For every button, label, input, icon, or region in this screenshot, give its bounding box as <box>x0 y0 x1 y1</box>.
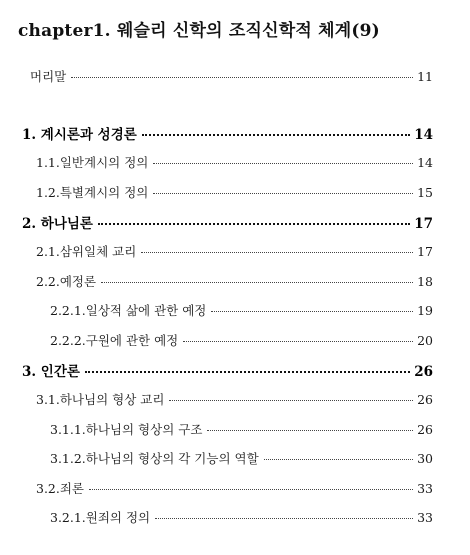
toc-entry-label: 1.1.일반계시의 정의 <box>36 155 149 170</box>
toc-entry-page: 19 <box>417 303 433 318</box>
toc-entry-label: 3.2.죄론 <box>36 481 85 496</box>
toc-entry-3-1-1[interactable] <box>0 420 433 438</box>
toc-entry-label: 1. 계시론과 성경론 <box>22 127 137 143</box>
toc-entry-page: 15 <box>417 185 433 200</box>
toc-entry-1-1[interactable] <box>0 153 433 171</box>
dot-leader <box>89 489 413 490</box>
toc-entry-2-2-2[interactable] <box>0 331 433 349</box>
toc-entry-label: 3.1.하나님의 형상 교리 <box>36 392 165 407</box>
toc-entry-page: 30 <box>417 451 433 466</box>
dot-leader <box>141 252 413 253</box>
toc-entry-2-2-1[interactable] <box>0 301 433 319</box>
toc-entry-page: 18 <box>417 274 433 289</box>
toc-entry-label: 머리말 <box>30 69 67 84</box>
dot-leader <box>169 400 413 401</box>
toc-entry-3-2-1[interactable] <box>0 508 433 526</box>
toc-entry-page: 26 <box>417 392 433 407</box>
toc-entry-3-1[interactable] <box>0 390 433 408</box>
toc-entry-page: 14 <box>414 127 433 143</box>
dot-leader <box>153 163 413 164</box>
dot-leader <box>98 223 410 225</box>
dot-leader <box>85 371 410 373</box>
dot-leader <box>142 134 410 136</box>
dot-leader <box>101 282 413 283</box>
toc-entry-label: 3.2.1.원죄의 정의 <box>50 510 151 525</box>
toc-entry-page: 33 <box>417 510 433 525</box>
toc-entry-chapter-3[interactable] <box>0 360 433 380</box>
dot-leader <box>211 311 413 312</box>
toc-entry-label: 2.2.2.구원에 관한 예정 <box>50 333 179 348</box>
dot-leader <box>155 518 413 519</box>
toc-entry-page: 20 <box>417 333 433 348</box>
toc-entry-3-2[interactable] <box>0 479 433 497</box>
toc-entry-chapter-1[interactable] <box>0 123 433 143</box>
toc-entry-label: 2. 하나님론 <box>22 216 93 232</box>
toc-entry-page: 33 <box>417 481 433 496</box>
dot-leader <box>207 430 413 431</box>
toc-entry-label: 3. 인간론 <box>22 364 80 380</box>
toc-entry-page: 17 <box>417 244 433 259</box>
toc-entry-preface[interactable] <box>0 67 433 85</box>
toc-entry-page: 14 <box>417 155 433 170</box>
toc-entry-label: 2.2.1.일상적 삶에 관한 예정 <box>50 303 207 318</box>
toc-entry-label: 3.1.1.하나님의 형상의 구조 <box>50 422 203 437</box>
toc-entry-page: 26 <box>417 422 433 437</box>
toc-entry-page: 17 <box>414 216 433 232</box>
toc-entry-2-2[interactable] <box>0 272 433 290</box>
toc-entry-label: 2.1.삼위일체 교리 <box>36 244 137 259</box>
dot-leader <box>264 459 413 460</box>
toc-entry-page: 26 <box>414 364 433 380</box>
toc-entry-label: 2.2.예정론 <box>36 274 97 289</box>
dot-leader <box>71 77 413 78</box>
toc-entry-page: 11 <box>417 69 433 84</box>
page-title: chapter1. 웨슬리 신학의 조직신학적 체계(9) <box>18 21 380 41</box>
toc-entry-label: 1.2.특별계시의 정의 <box>36 185 149 200</box>
dot-leader <box>153 193 413 194</box>
toc-entry-3-1-2[interactable] <box>0 449 433 467</box>
dot-leader <box>183 341 413 342</box>
toc-entry-label: 3.1.2.하나님의 형상의 각 기능의 역할 <box>50 451 259 466</box>
toc-entry-chapter-2[interactable] <box>0 212 433 232</box>
toc-entry-2-1[interactable] <box>0 242 433 260</box>
toc-entry-1-2[interactable] <box>0 183 433 201</box>
